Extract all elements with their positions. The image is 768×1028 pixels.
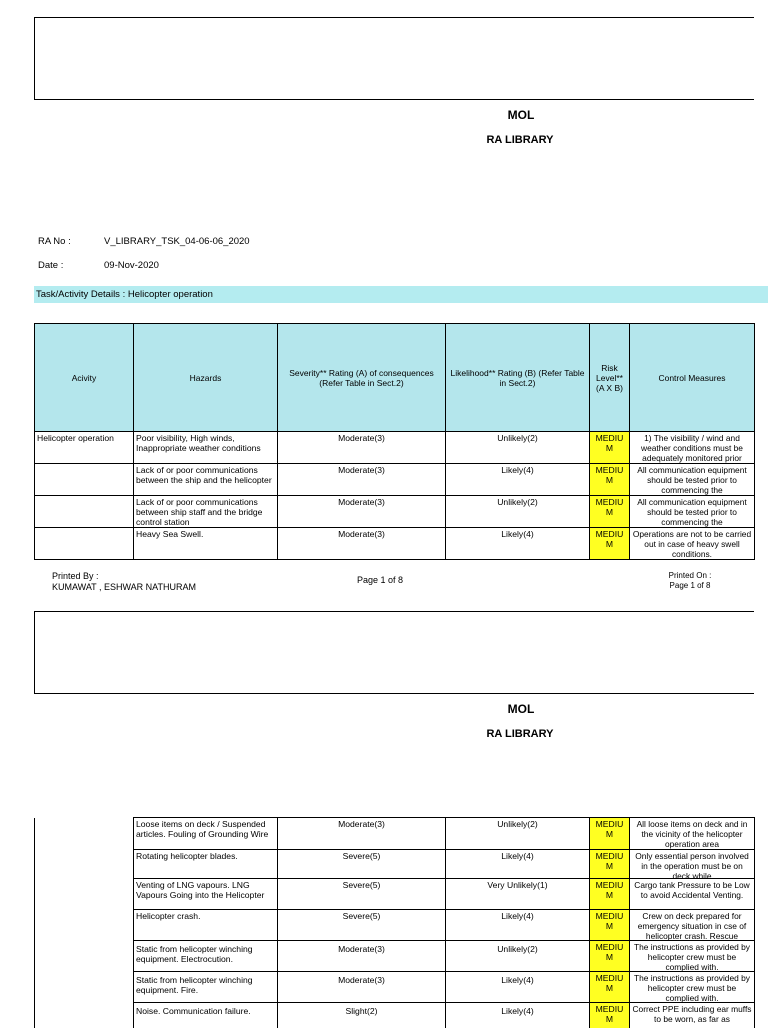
table-row bbox=[35, 941, 755, 972]
likelihood-cell: Likely(4) bbox=[446, 1003, 590, 1028]
severity-cell: Moderate(3) bbox=[278, 972, 446, 1003]
printed-by-label: Printed By : bbox=[52, 571, 99, 581]
table-row bbox=[35, 850, 755, 879]
severity-cell: Moderate(3) bbox=[278, 818, 446, 850]
page2-header-box bbox=[34, 611, 754, 694]
risk-level-badge: MEDIUM bbox=[595, 973, 624, 993]
table-row bbox=[35, 879, 755, 910]
risk-table-page2 bbox=[34, 817, 755, 1028]
ra-no-value: V_LIBRARY_TSK_04-06-06_2020 bbox=[104, 236, 250, 247]
severity-cell: Severe(5) bbox=[278, 910, 446, 941]
company-name: MOL bbox=[507, 702, 535, 716]
header-activity: Acivity bbox=[35, 324, 134, 432]
table-row bbox=[35, 528, 755, 560]
risk-level-badge: MEDIUM bbox=[595, 819, 624, 839]
header-hazards: Hazards bbox=[134, 324, 278, 432]
printed-by-name: KUMAWAT , ESHWAR NATHURAM bbox=[52, 582, 196, 592]
likelihood-cell: Unlikely(2) bbox=[446, 941, 590, 972]
risk-level-badge: MEDIUM bbox=[595, 880, 624, 900]
likelihood-cell: Likely(4) bbox=[446, 910, 590, 941]
likelihood-cell: Very Unlikely(1) bbox=[446, 879, 590, 910]
likelihood-cell: Likely(4) bbox=[446, 972, 590, 1003]
header-control: Control Measures bbox=[630, 324, 755, 432]
hazard-cell: Heavy Sea Swell. bbox=[136, 529, 204, 539]
table-row bbox=[35, 496, 755, 528]
activity-cell bbox=[35, 528, 134, 560]
printed-by bbox=[52, 571, 196, 593]
activity-cell bbox=[35, 464, 134, 496]
activity-cell: Helicopter operation bbox=[35, 432, 134, 464]
likelihood-cell: Likely(4) bbox=[446, 850, 590, 879]
table-row bbox=[35, 818, 755, 850]
activity-cell bbox=[35, 1003, 134, 1028]
header-likelihood: Likelihood** Rating (B) (Refer Table in Sect.2) bbox=[446, 324, 590, 432]
table-row bbox=[35, 464, 755, 496]
severity-cell: Moderate(3) bbox=[278, 496, 446, 528]
task-details-bar: Task/Activity Details : Helicopter operation bbox=[34, 286, 768, 303]
table-row bbox=[35, 1003, 755, 1028]
risk-level-badge: MEDIUM bbox=[595, 1004, 624, 1024]
severity-cell: Severe(5) bbox=[278, 879, 446, 910]
risk-level-badge: MEDIUM bbox=[595, 497, 624, 517]
date-value: 09-Nov-2020 bbox=[104, 260, 159, 271]
library-title: RA LIBRARY bbox=[486, 134, 554, 146]
risk-level-badge: MEDIUM bbox=[595, 529, 624, 549]
activity-cell bbox=[35, 972, 134, 1003]
page1-header-box bbox=[34, 17, 754, 100]
hazard-cell: Noise. Communication failure. bbox=[136, 1006, 251, 1016]
severity-cell: Moderate(3) bbox=[278, 528, 446, 560]
header-severity: Severity** Rating (A) of consequences (Refer Table in Sect.2) bbox=[278, 324, 446, 432]
hazard-cell: Rotating helicopter blades. bbox=[136, 851, 238, 861]
severity-cell: Slight(2) bbox=[278, 1003, 446, 1028]
likelihood-cell: Unlikely(2) bbox=[446, 432, 590, 464]
activity-cell bbox=[35, 818, 134, 850]
likelihood-cell: Unlikely(2) bbox=[446, 496, 590, 528]
hazard-cell: Static from helicopter winching equipment. Fire. bbox=[136, 975, 253, 995]
printed-on-page: Page 1 of 8 bbox=[669, 581, 711, 590]
company-name: MOL bbox=[507, 108, 535, 122]
control-cell: Crew on deck prepared for emergency situation in cse of helicopter crash. Rescue bbox=[637, 911, 747, 941]
activity-cell bbox=[35, 910, 134, 941]
risk-level-badge: MEDIUM bbox=[595, 433, 624, 453]
table-row bbox=[35, 910, 755, 941]
table-row bbox=[35, 432, 755, 464]
risk-level-badge: MEDIUM bbox=[595, 911, 624, 931]
likelihood-cell: Likely(4) bbox=[446, 464, 590, 496]
risk-level-badge: MEDIUM bbox=[595, 465, 624, 485]
control-cell: All communication equipment should be tested prior to commencing the bbox=[637, 497, 747, 527]
severity-cell: Moderate(3) bbox=[278, 432, 446, 464]
control-cell: The instructions as provided by helicopter crew must be complied with. bbox=[634, 942, 750, 972]
hazard-cell: Lack of or poor communications between ship staff and the bridge control station bbox=[136, 497, 263, 527]
hazard-cell: Loose items on deck / Suspended articles. Fouling of Grounding Wire bbox=[136, 819, 269, 839]
page-number: Page 1 of 8 bbox=[356, 575, 404, 585]
table-header-row bbox=[35, 324, 755, 432]
control-cell: Cargo tank Pressure to be Low to avoid Accidental Venting. bbox=[634, 880, 750, 900]
library-title: RA LIBRARY bbox=[486, 728, 554, 740]
activity-cell bbox=[35, 879, 134, 910]
header-risk: Risk Level** (A X B) bbox=[590, 324, 630, 432]
table-row bbox=[35, 972, 755, 1003]
ra-no-label: RA No : bbox=[38, 236, 71, 247]
hazard-cell: Lack of or poor communications between the ship and the helicopter bbox=[136, 465, 272, 485]
severity-cell: Severe(5) bbox=[278, 850, 446, 879]
control-cell: Only essential person involved in the operation must be on deck while bbox=[635, 851, 749, 881]
severity-cell: Moderate(3) bbox=[278, 464, 446, 496]
risk-level-badge: MEDIUM bbox=[595, 851, 624, 871]
printed-on bbox=[650, 571, 730, 591]
control-cell: 1) The visibility / wind and weather conditions must be adequately monitored prior bbox=[641, 433, 743, 463]
date-label: Date : bbox=[38, 260, 64, 271]
activity-cell bbox=[35, 496, 134, 528]
hazard-cell: Poor visibility, High winds, Inappropriate weather conditions bbox=[136, 433, 261, 453]
hazard-cell: Helicopter crash. bbox=[136, 911, 201, 921]
control-cell: All loose items on deck and in the vicinity of the helicopter operation area bbox=[636, 819, 748, 849]
risk-level-badge: MEDIUM bbox=[595, 942, 624, 962]
control-cell: The instructions as provided by helicopter crew must be complied with. bbox=[634, 973, 750, 1003]
likelihood-cell: Unlikely(2) bbox=[446, 818, 590, 850]
risk-table-page1 bbox=[34, 323, 755, 560]
hazard-cell: Static from helicopter winching equipment. Electrocution. bbox=[136, 944, 253, 964]
control-cell: All communication equipment should be tested prior to commencing the bbox=[637, 465, 747, 495]
control-cell: Correct PPE including ear muffs to be worn, as far as bbox=[632, 1004, 752, 1024]
control-cell: Operations are not to be carried out in case of heavy swell conditions. bbox=[632, 529, 752, 559]
hazard-cell: Venting of LNG vapours. LNG Vapours Going into the Helicopter bbox=[136, 880, 265, 900]
printed-on-label: Printed On : bbox=[668, 571, 712, 580]
likelihood-cell: Likely(4) bbox=[446, 528, 590, 560]
activity-cell bbox=[35, 850, 134, 879]
severity-cell: Moderate(3) bbox=[278, 941, 446, 972]
activity-cell bbox=[35, 941, 134, 972]
